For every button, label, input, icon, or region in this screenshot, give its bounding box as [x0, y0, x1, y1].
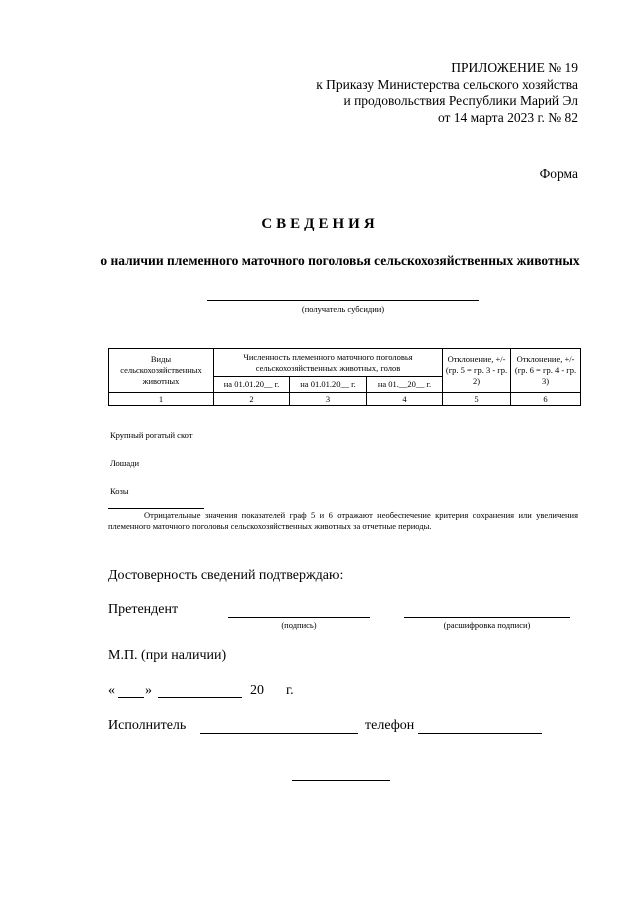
signature-decode-caption: (расшифровка подписи): [443, 620, 531, 630]
appendix-date-line: от 14 марта 2023 г. № 82: [437, 109, 578, 125]
appendix-header: [250, 60, 578, 126]
column-number-6: 6: [511, 393, 581, 406]
row-label-goats: Козы: [110, 486, 129, 496]
column-number-2: 2: [214, 393, 290, 406]
appendix-order-line: к Приказу Министерства сельского хозяйства: [316, 76, 578, 92]
recipient-caption: (получатель субсидии): [301, 304, 385, 314]
bottom-separator: [292, 780, 390, 781]
executor-label: Исполнитель: [108, 718, 187, 733]
form-label: Форма: [539, 166, 578, 181]
date-year-suffix: г.: [286, 683, 294, 698]
date-close-quote: »: [145, 683, 152, 698]
date-day-line[interactable]: [118, 697, 144, 698]
signature-line[interactable]: [228, 617, 370, 618]
date-open-quote: «: [108, 683, 115, 698]
phone-line[interactable]: [418, 733, 542, 734]
stamp-text: М.П. (при наличии): [108, 648, 227, 663]
executor-line[interactable]: [200, 733, 358, 734]
date-month-line[interactable]: [158, 697, 242, 698]
column-number-4: 4: [367, 393, 443, 406]
footnote-text: Отрицательные значения показателей граф 5 и 6 отражают необеспечение критерия сохранения или увеличения племенного маточного поголовья сельскохозяйственных животных за отчетные периоды.: [108, 510, 578, 531]
appendix-ministry-line: и продовольствия Республики Марий Эл: [343, 93, 578, 108]
document-title: СВЕДЕНИЯ: [261, 216, 379, 232]
signature-decode-line[interactable]: [404, 617, 570, 618]
row-label-cattle: Крупный рогатый скот: [110, 430, 193, 440]
header-date-1: на 01.01.20__ г.: [214, 377, 290, 393]
column-number-1: 1: [109, 393, 214, 406]
date-year-prefix: 20: [250, 683, 264, 698]
header-animal-types: Виды сельскохозяйственных животных: [109, 349, 214, 393]
header-date-3: на 01.__20__ г.: [367, 377, 443, 393]
signature-caption: (подпись): [281, 620, 317, 630]
header-deviation-2: Отклонение, +/- (гр. 6 = гр. 4 - гр. 3): [511, 349, 581, 393]
phone-label: телефон: [365, 718, 415, 733]
column-number-3: 3: [290, 393, 367, 406]
applicant-label: Претендент: [108, 602, 179, 617]
appendix-number: ПРИЛОЖЕНИЕ № 19: [451, 60, 578, 75]
row-label-horses: Лошади: [110, 458, 139, 468]
header-deviation-1: Отклонение, +/- (гр. 5 = гр. 3 - гр. 2): [443, 349, 511, 393]
livestock-table: [108, 348, 581, 406]
recipient-line[interactable]: [207, 300, 479, 301]
footnote-separator: [108, 508, 204, 509]
header-date-2: на 01.01.20__ г.: [290, 377, 367, 393]
column-number-5: 5: [443, 393, 511, 406]
header-population-group: Численность племенного маточного поголовья сельскохозяйственных животных, голов: [214, 349, 443, 377]
document-subtitle: о наличии племенного маточного поголовья сельскохозяйственных животных: [100, 253, 580, 268]
confirm-text: Достоверность сведений подтверждаю:: [108, 568, 344, 583]
